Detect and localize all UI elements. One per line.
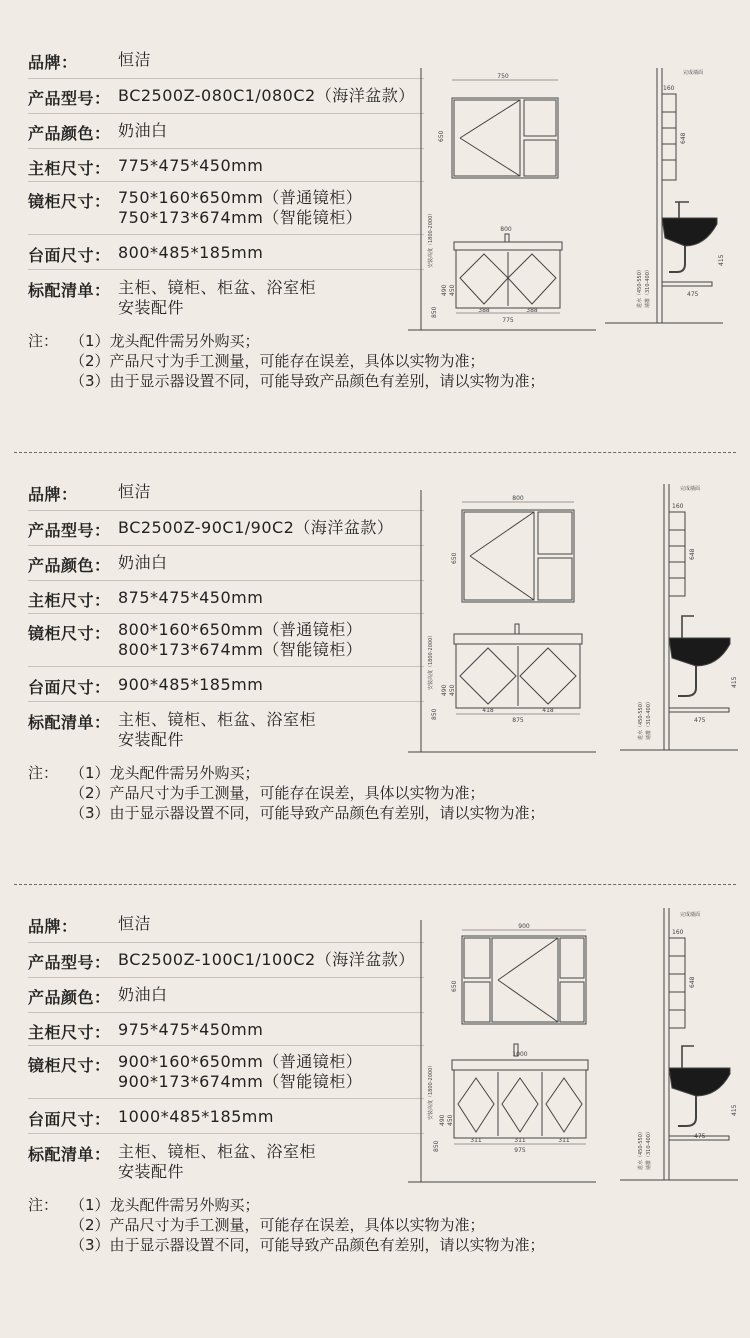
notes-title: 注： <box>28 764 59 782</box>
cabinet-width-dim: 775 <box>502 317 514 324</box>
brand-value: 恒洁 <box>118 482 152 501</box>
front-view-drawing <box>408 490 598 760</box>
mirror-cabinet-value-1: 750*160*650mm（普通镜柜） <box>118 188 363 207</box>
side-drain-label: 墙排（310-400） <box>646 1129 652 1170</box>
product-section-2 <box>0 476 750 906</box>
mirror-width-dim: 750 <box>497 73 509 80</box>
color-value: 奶油白 <box>118 985 168 1004</box>
door-left-dim: 418 <box>482 707 494 714</box>
height-a-dim: 490 <box>439 1114 446 1126</box>
brand-value: 恒洁 <box>118 914 152 933</box>
cabinet-width-dim: 975 <box>514 1147 526 1154</box>
countertop-label: 台面尺寸： <box>28 1110 111 1129</box>
main-cabinet-label: 主柜尺寸： <box>28 1023 111 1042</box>
standard-label: 标配清单： <box>28 1145 111 1164</box>
standard-value-2: 安装配件 <box>118 730 185 749</box>
side-drain-label: 墙排（310-400） <box>646 699 652 740</box>
cabinet-width-dim: 875 <box>512 717 524 724</box>
countertop-value: 900*485*185mm <box>118 675 264 694</box>
door-mid-dim: 311 <box>514 1137 526 1144</box>
brand-label: 品牌： <box>28 485 78 504</box>
mirror-width-dim: 900 <box>518 923 530 930</box>
mirror-height-dim: 650 <box>438 130 445 142</box>
side-top-label: 完成墙面 <box>680 486 701 492</box>
main-cabinet-value: 875*475*450mm <box>118 588 264 607</box>
mirror-height-dim: 650 <box>451 980 458 992</box>
note-2: （2）产品尺寸为手工测量，可能存在误差，具体以实物为准； <box>70 352 485 370</box>
floor-height-dim: 850 <box>431 306 438 318</box>
product-section-3 <box>0 908 750 1338</box>
countertop-label: 台面尺寸： <box>28 678 111 697</box>
side-basin-h-dim: 415 <box>718 254 725 266</box>
color-label: 产品颜色： <box>28 124 111 143</box>
side-view-drawing <box>620 908 740 1186</box>
product-section-1 <box>0 44 750 474</box>
door-left-dim: 388 <box>478 307 490 314</box>
note-2: （2）产品尺寸为手工测量，可能存在误差，具体以实物为准； <box>70 784 485 802</box>
color-label: 产品颜色： <box>28 988 111 1007</box>
door-right-dim: 388 <box>526 307 538 314</box>
standard-label: 标配清单： <box>28 713 111 732</box>
floor-height-dim: 850 <box>431 708 438 720</box>
side-view-drawing <box>620 484 740 756</box>
side-view-drawing <box>605 68 725 330</box>
main-cabinet-label: 主柜尺寸： <box>28 591 111 610</box>
standard-value-1: 主柜、镜柜、柜盆、浴室柜 <box>118 278 317 297</box>
side-height-dim: 648 <box>680 132 687 144</box>
basin-width-dim: 1000 <box>512 1051 528 1058</box>
side-water-label: 进水（450-550） <box>638 699 644 740</box>
side-top-label: 完成墙面 <box>683 70 704 76</box>
side-depth-b-dim: 475 <box>687 291 699 298</box>
brand-value: 恒洁 <box>118 50 152 69</box>
model-value: BC2500Z-90C1/90C2（海洋盆款） <box>118 518 394 537</box>
side-water-label: 进水（450-550） <box>637 267 643 308</box>
side-basin-h-dim: 415 <box>731 1104 738 1116</box>
front-view-drawing <box>408 68 598 338</box>
height-b-dim: 450 <box>449 284 456 296</box>
color-value: 奶油白 <box>118 553 168 572</box>
height-a-dim: 490 <box>441 284 448 296</box>
brand-label: 品牌： <box>28 917 78 936</box>
install-height-dim: 安装高度（1800-2000） <box>428 1062 434 1120</box>
standard-value-2: 安装配件 <box>118 298 185 317</box>
mirror-width-dim: 800 <box>512 495 524 502</box>
brand-label: 品牌： <box>28 53 78 72</box>
note-1: （1）龙头配件需另外购买； <box>70 332 260 350</box>
spec-table <box>28 908 424 1182</box>
mirror-cabinet-label: 镜柜尺寸： <box>28 1056 111 1075</box>
basin-width-dim: 800 <box>500 226 512 233</box>
countertop-label: 台面尺寸： <box>28 246 111 265</box>
side-water-label: 进水（450-550） <box>638 1129 644 1170</box>
spec-table <box>28 44 424 318</box>
height-b-dim: 450 <box>449 684 456 696</box>
door-right-dim: 311 <box>558 1137 570 1144</box>
model-label: 产品型号： <box>28 89 111 108</box>
model-value: BC2500Z-080C1/080C2（海洋盆款） <box>118 86 415 105</box>
main-cabinet-value: 975*475*450mm <box>118 1020 264 1039</box>
height-b-dim: 450 <box>447 1114 454 1126</box>
spec-table <box>28 476 424 750</box>
mirror-cabinet-label: 镜柜尺寸： <box>28 624 111 643</box>
side-depth-dim: 160 <box>672 503 684 510</box>
side-basin-h-dim: 415 <box>731 676 738 688</box>
model-label: 产品型号： <box>28 521 111 540</box>
door-left-dim: 311 <box>470 1137 482 1144</box>
floor-height-dim: 850 <box>433 1140 440 1152</box>
mirror-cabinet-value-1: 800*160*650mm（普通镜柜） <box>118 620 363 639</box>
standard-value-1: 主柜、镜柜、柜盆、浴室柜 <box>118 1142 317 1161</box>
side-height-dim: 648 <box>689 976 696 988</box>
mirror-cabinet-value-2: 750*173*674mm（智能镜柜） <box>118 208 363 227</box>
notes-title: 注： <box>28 1196 59 1214</box>
height-a-dim: 490 <box>441 684 448 696</box>
standard-value-1: 主柜、镜柜、柜盆、浴室柜 <box>118 710 317 729</box>
side-drain-label: 墙排（310-400） <box>645 267 651 308</box>
note-1: （1）龙头配件需另外购买； <box>70 764 260 782</box>
side-depth-b-dim: 475 <box>694 717 706 724</box>
countertop-value: 800*485*185mm <box>118 243 264 262</box>
color-value: 奶油白 <box>118 121 168 140</box>
main-cabinet-label: 主柜尺寸： <box>28 159 111 178</box>
standard-value-2: 安装配件 <box>118 1162 185 1181</box>
side-depth-b-dim: 475 <box>694 1133 706 1140</box>
note-2: （2）产品尺寸为手工测量，可能存在误差，具体以实物为准； <box>70 1216 485 1234</box>
side-height-dim: 648 <box>689 548 696 560</box>
model-value: BC2500Z-100C1/100C2（海洋盆款） <box>118 950 415 969</box>
note-3: （3）由于显示器设置不同，可能导致产品颜色有差别，请以实物为准； <box>70 372 545 390</box>
standard-label: 标配清单： <box>28 281 111 300</box>
install-height-dim: 安装高度（1800-2000） <box>428 632 434 690</box>
note-1: （1）龙头配件需另外购买； <box>70 1196 260 1214</box>
section-divider-2 <box>14 884 736 885</box>
color-label: 产品颜色： <box>28 556 111 575</box>
mirror-height-dim: 650 <box>451 552 458 564</box>
door-right-dim: 418 <box>542 707 554 714</box>
notes-title: 注： <box>28 332 59 350</box>
mirror-cabinet-value-2: 900*173*674mm（智能镜柜） <box>118 1072 363 1091</box>
model-label: 产品型号： <box>28 953 111 972</box>
side-depth-dim: 160 <box>672 929 684 936</box>
note-3: （3）由于显示器设置不同，可能导致产品颜色有差别，请以实物为准； <box>70 804 545 822</box>
mirror-cabinet-value-1: 900*160*650mm（普通镜柜） <box>118 1052 363 1071</box>
mirror-cabinet-label: 镜柜尺寸： <box>28 192 111 211</box>
countertop-value: 1000*485*185mm <box>118 1107 274 1126</box>
install-height-dim: 安装高度（1800-2000） <box>428 210 434 268</box>
side-depth-dim: 160 <box>663 85 675 92</box>
note-3: （3）由于显示器设置不同，可能导致产品颜色有差别，请以实物为准； <box>70 1236 545 1254</box>
section-divider-1 <box>14 452 736 453</box>
front-view-drawing <box>408 920 598 1190</box>
main-cabinet-value: 775*475*450mm <box>118 156 264 175</box>
mirror-cabinet-value-2: 800*173*674mm（智能镜柜） <box>118 640 363 659</box>
side-top-label: 完成墙面 <box>680 912 701 918</box>
